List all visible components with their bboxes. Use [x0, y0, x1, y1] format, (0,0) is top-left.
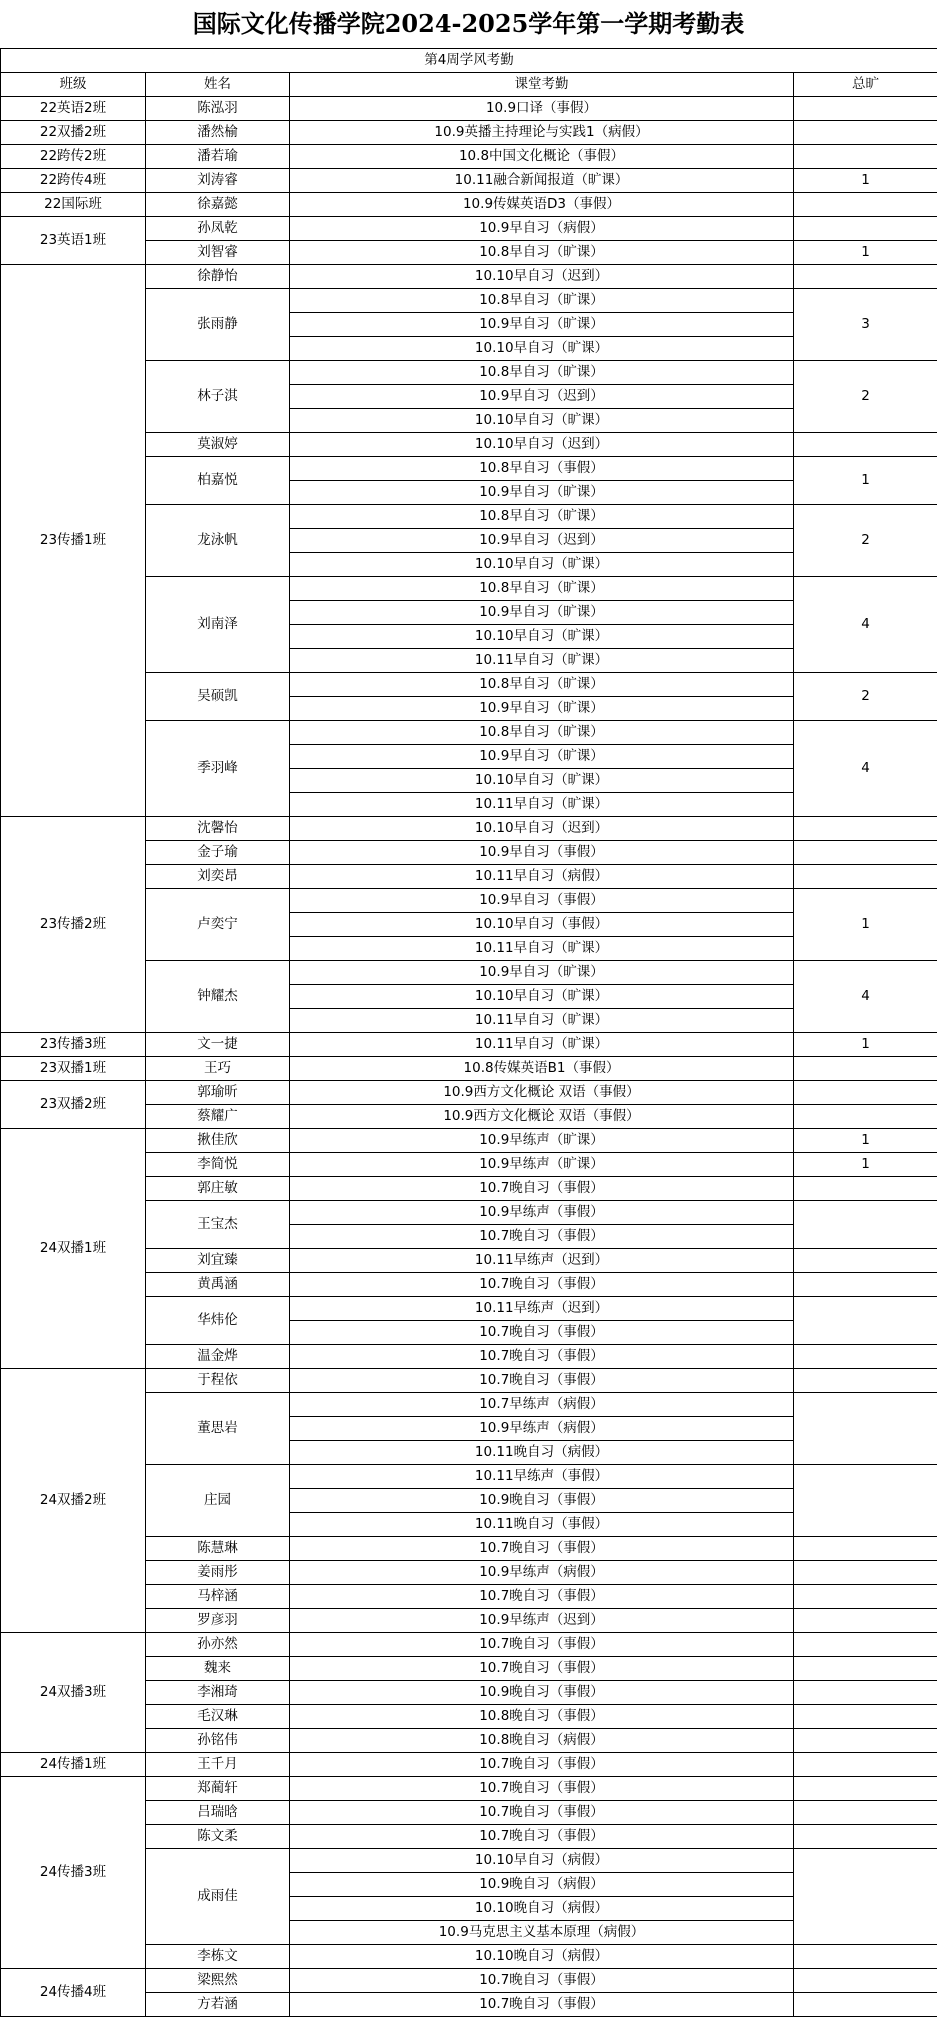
attendance-record-cell: 10.9早练声（事假） [290, 1201, 794, 1225]
total-absence-cell [794, 817, 937, 841]
total-absence-cell [794, 841, 937, 865]
total-absence-cell [794, 1537, 937, 1561]
student-name-cell: 梁熙然 [146, 1969, 290, 1993]
table-row [1, 1057, 937, 1081]
student-name-cell: 李栋文 [146, 1945, 290, 1969]
student-name-cell: 王千月 [146, 1753, 290, 1777]
student-name-cell: 潘若瑜 [146, 145, 290, 169]
table-row [1, 1369, 937, 1393]
attendance-record-cell: 10.9西方文化概论 双语（事假） [290, 1081, 794, 1105]
attendance-record-cell: 10.10早自习（事假） [290, 913, 794, 937]
table-row [1, 1969, 937, 1993]
student-name-cell: 魏来 [146, 1657, 290, 1681]
total-absence-cell [794, 1561, 937, 1585]
total-absence-cell [794, 1729, 937, 1753]
total-absence-cell [794, 1753, 937, 1777]
student-name-cell: 徐嘉懿 [146, 193, 290, 217]
class-cell: 24传播1班 [1, 1753, 146, 1777]
student-name-cell: 龙泳帆 [146, 505, 290, 577]
attendance-record-cell: 10.7晚自习（事假） [290, 1633, 794, 1657]
attendance-record-cell: 10.10早自习（迟到） [290, 817, 794, 841]
attendance-record-cell: 10.9马克思主义基本原理（病假） [290, 1921, 794, 1945]
student-name-cell: 蔡耀广 [146, 1105, 290, 1129]
header-record: 课堂考勤 [290, 73, 794, 97]
attendance-record-cell: 10.7晚自习（事假） [290, 1777, 794, 1801]
attendance-record-cell: 10.10早自习（旷课） [290, 985, 794, 1009]
attendance-record-cell: 10.7晚自习（事假） [290, 1993, 794, 2017]
header-class: 班级 [1, 73, 146, 97]
student-name-cell: 华炜伦 [146, 1297, 290, 1345]
student-name-cell: 郑蔺轩 [146, 1777, 290, 1801]
attendance-record-cell: 10.9西方文化概论 双语（事假） [290, 1105, 794, 1129]
attendance-record-cell: 10.7晚自习（事假） [290, 1537, 794, 1561]
student-name-cell: 李简悦 [146, 1153, 290, 1177]
attendance-record-cell: 10.7晚自习（事假） [290, 1321, 794, 1345]
attendance-record-cell: 10.9晚自习（病假） [290, 1873, 794, 1897]
attendance-record-cell: 10.11早自习（旷课） [290, 1009, 794, 1033]
total-absence-cell: 4 [794, 721, 937, 817]
student-name-cell: 成雨佳 [146, 1849, 290, 1945]
total-absence-cell [794, 1177, 937, 1201]
attendance-record-cell: 10.11早自习（旷课） [290, 937, 794, 961]
total-absence-cell [794, 193, 937, 217]
attendance-record-cell: 10.8晚自习（病假） [290, 1729, 794, 1753]
table-row [1, 1129, 937, 1153]
student-name-cell: 钟耀杰 [146, 961, 290, 1033]
total-absence-cell: 2 [794, 673, 937, 721]
total-absence-cell [794, 1081, 937, 1105]
attendance-record-cell: 10.10早自习（旷课） [290, 625, 794, 649]
total-absence-cell: 1 [794, 457, 937, 505]
attendance-record-cell: 10.10早自习（旷课） [290, 769, 794, 793]
total-absence-cell [794, 1249, 937, 1273]
total-absence-cell [794, 265, 937, 289]
sheet-title: 国际文化传播学院2024-2025学年第一学期考勤表 [192, 9, 745, 38]
attendance-table [0, 48, 937, 2017]
student-name-cell: 温金烨 [146, 1345, 290, 1369]
student-name-cell: 徐静怡 [146, 265, 290, 289]
student-name-cell: 揪佳欣 [146, 1129, 290, 1153]
class-cell: 22国际班 [1, 193, 146, 217]
attendance-record-cell: 10.9早自习（病假） [290, 217, 794, 241]
attendance-record-cell: 10.10早自习（旷课） [290, 409, 794, 433]
attendance-record-cell: 10.9早练声（迟到） [290, 1609, 794, 1633]
total-absence-cell [794, 1201, 937, 1249]
total-absence-cell [794, 97, 937, 121]
attendance-record-cell: 10.11融合新闻报道（旷课） [290, 169, 794, 193]
student-name-cell: 郭庄敏 [146, 1177, 290, 1201]
week-label: 第4周学风考勤 [1, 49, 937, 73]
attendance-record-cell: 10.8传媒英语B1（事假） [290, 1057, 794, 1081]
attendance-record-cell: 10.7晚自习（事假） [290, 1177, 794, 1201]
attendance-record-cell: 10.8晚自习（事假） [290, 1705, 794, 1729]
attendance-record-cell: 10.7晚自习（事假） [290, 1969, 794, 1993]
student-name-cell: 文一捷 [146, 1033, 290, 1057]
table-row [1, 169, 937, 193]
attendance-record-cell: 10.7晚自习（事假） [290, 1369, 794, 1393]
total-absence-cell [794, 1057, 937, 1081]
attendance-record-cell: 10.11早自习（旷课） [290, 649, 794, 673]
student-name-cell: 王巧 [146, 1057, 290, 1081]
class-cell: 23双播2班 [1, 1081, 146, 1129]
student-name-cell: 林子淇 [146, 361, 290, 433]
student-name-cell: 董思岩 [146, 1393, 290, 1465]
header-name: 姓名 [146, 73, 290, 97]
total-absence-cell [794, 1633, 937, 1657]
student-name-cell: 沈馨怡 [146, 817, 290, 841]
total-absence-cell: 4 [794, 961, 937, 1033]
attendance-record-cell: 10.10早自习（迟到） [290, 265, 794, 289]
student-name-cell: 罗彦羽 [146, 1609, 290, 1633]
total-absence-cell: 1 [794, 241, 937, 265]
total-absence-cell: 1 [794, 889, 937, 961]
attendance-record-cell: 10.9早练声（病假） [290, 1561, 794, 1585]
total-absence-cell [794, 121, 937, 145]
table-row [1, 1081, 937, 1105]
student-name-cell: 毛汉琳 [146, 1705, 290, 1729]
attendance-record-cell: 10.8早自习（旷课） [290, 673, 794, 697]
attendance-record-cell: 10.7晚自习（事假） [290, 1825, 794, 1849]
student-name-cell: 刘智睿 [146, 241, 290, 265]
attendance-record-cell: 10.9早自习（旷课） [290, 697, 794, 721]
total-absence-cell: 3 [794, 289, 937, 361]
attendance-record-cell: 10.7晚自习（事假） [290, 1657, 794, 1681]
class-cell: 22跨传2班 [1, 145, 146, 169]
class-cell: 24双播1班 [1, 1129, 146, 1369]
class-cell: 23传播2班 [1, 817, 146, 1033]
table-row [1, 817, 937, 841]
total-absence-cell [794, 1777, 937, 1801]
attendance-record-cell: 10.11早练声（迟到） [290, 1297, 794, 1321]
attendance-record-cell: 10.9早自习（旷课） [290, 313, 794, 337]
attendance-record-cell: 10.10早自习（迟到） [290, 433, 794, 457]
attendance-record-cell: 10.11早自习（旷课） [290, 793, 794, 817]
attendance-record-cell: 10.11早自习（旷课） [290, 1033, 794, 1057]
total-absence-cell [794, 1969, 937, 1993]
student-name-cell: 陈文柔 [146, 1825, 290, 1849]
attendance-record-cell: 10.9晚自习（事假） [290, 1489, 794, 1513]
attendance-record-cell: 10.8早自习（事假） [290, 457, 794, 481]
attendance-record-cell: 10.8早自习（旷课） [290, 361, 794, 385]
attendance-record-cell: 10.11早练声（事假） [290, 1465, 794, 1489]
attendance-record-cell: 10.9早自习（事假） [290, 841, 794, 865]
class-cell: 23英语1班 [1, 217, 146, 265]
student-name-cell: 卢奕宁 [146, 889, 290, 961]
header-total: 总旷 [794, 73, 937, 97]
total-absence-cell [794, 145, 937, 169]
attendance-record-cell: 10.9早自习（迟到） [290, 529, 794, 553]
attendance-record-cell: 10.8中国文化概论（事假） [290, 145, 794, 169]
total-absence-cell [794, 1705, 937, 1729]
total-absence-cell: 2 [794, 505, 937, 577]
class-cell: 24双播3班 [1, 1633, 146, 1753]
total-absence-cell [794, 1945, 937, 1969]
student-name-cell: 陈慧琳 [146, 1537, 290, 1561]
class-cell: 22双播2班 [1, 121, 146, 145]
class-cell: 23传播1班 [1, 265, 146, 817]
attendance-record-cell: 10.9早练声（病假） [290, 1417, 794, 1441]
attendance-record-cell: 10.9早练声（旷课） [290, 1129, 794, 1153]
attendance-record-cell: 10.8早自习（旷课） [290, 241, 794, 265]
total-absence-cell: 1 [794, 1129, 937, 1153]
table-row [1, 1753, 937, 1777]
student-name-cell: 孙铭伟 [146, 1729, 290, 1753]
class-cell: 24双播2班 [1, 1369, 146, 1633]
attendance-record-cell: 10.11晚自习（事假） [290, 1513, 794, 1537]
attendance-record-cell: 10.8早自习（旷课） [290, 577, 794, 601]
attendance-record-cell: 10.7早练声（病假） [290, 1393, 794, 1417]
class-cell: 22跨传4班 [1, 169, 146, 193]
attendance-record-cell: 10.10早自习（旷课） [290, 553, 794, 577]
table-row [1, 1777, 937, 1801]
attendance-record-cell: 10.7晚自习（事假） [290, 1753, 794, 1777]
total-absence-cell: 4 [794, 577, 937, 673]
total-absence-cell: 2 [794, 361, 937, 433]
table-row [1, 265, 937, 289]
total-absence-cell [794, 1297, 937, 1345]
student-name-cell: 莫淑婷 [146, 433, 290, 457]
total-absence-cell [794, 1585, 937, 1609]
attendance-record-cell: 10.7晚自习（事假） [290, 1345, 794, 1369]
total-absence-cell [794, 1993, 937, 2017]
total-absence-cell [794, 1657, 937, 1681]
attendance-record-cell: 10.10晚自习（病假） [290, 1945, 794, 1969]
total-absence-cell [794, 1849, 937, 1945]
student-name-cell: 刘涛睿 [146, 169, 290, 193]
total-absence-cell [794, 1801, 937, 1825]
class-cell: 22英语2班 [1, 97, 146, 121]
header-row [1, 73, 937, 97]
student-name-cell: 季羽峰 [146, 721, 290, 817]
student-name-cell: 于程依 [146, 1369, 290, 1393]
attendance-record-cell: 10.9英播主持理论与实践1（病假） [290, 121, 794, 145]
student-name-cell: 张雨静 [146, 289, 290, 361]
total-absence-cell [794, 1465, 937, 1537]
total-absence-cell [794, 1369, 937, 1393]
total-absence-cell: 1 [794, 1033, 937, 1057]
student-name-cell: 黄禹涵 [146, 1273, 290, 1297]
attendance-record-cell: 10.10早自习（病假） [290, 1849, 794, 1873]
student-name-cell: 刘奕昂 [146, 865, 290, 889]
attendance-record-cell: 10.9早自习（旷课） [290, 601, 794, 625]
attendance-record-cell: 10.11早练声（迟到） [290, 1249, 794, 1273]
student-name-cell: 吴硕凯 [146, 673, 290, 721]
student-name-cell: 陈泓羽 [146, 97, 290, 121]
table-row [1, 217, 937, 241]
student-name-cell: 金子瑜 [146, 841, 290, 865]
total-absence-cell [794, 1345, 937, 1369]
student-name-cell: 柏嘉悦 [146, 457, 290, 505]
student-name-cell: 孙凤乾 [146, 217, 290, 241]
attendance-record-cell: 10.8早自习（旷课） [290, 505, 794, 529]
attendance-record-cell: 10.9传媒英语D3（事假） [290, 193, 794, 217]
attendance-record-cell: 10.9早自习（旷课） [290, 745, 794, 769]
total-absence-cell [794, 1105, 937, 1129]
student-name-cell: 李湘琦 [146, 1681, 290, 1705]
class-cell: 24传播4班 [1, 1969, 146, 2017]
class-cell: 23双播1班 [1, 1057, 146, 1081]
attendance-record-cell: 10.8早自习（旷课） [290, 289, 794, 313]
attendance-record-cell: 10.9早自习（旷课） [290, 961, 794, 985]
attendance-record-cell: 10.7晚自习（事假） [290, 1585, 794, 1609]
attendance-record-cell: 10.9早自习（迟到） [290, 385, 794, 409]
student-name-cell: 方若涵 [146, 1993, 290, 2017]
table-row [1, 145, 937, 169]
attendance-record-cell: 10.9早自习（旷课） [290, 481, 794, 505]
student-name-cell: 庄园 [146, 1465, 290, 1537]
attendance-record-cell: 10.10早自习（旷课） [290, 337, 794, 361]
attendance-record-cell: 10.9早练声（旷课） [290, 1153, 794, 1177]
student-name-cell: 潘然榆 [146, 121, 290, 145]
table-row [1, 193, 937, 217]
total-absence-cell: 1 [794, 1153, 937, 1177]
table-row [1, 1033, 937, 1057]
attendance-record-cell: 10.7晚自习（事假） [290, 1273, 794, 1297]
student-name-cell: 王宝杰 [146, 1201, 290, 1249]
attendance-record-cell: 10.8早自习（旷课） [290, 721, 794, 745]
student-name-cell: 姜雨彤 [146, 1561, 290, 1585]
total-absence-cell [794, 1393, 937, 1465]
student-name-cell: 孙亦然 [146, 1633, 290, 1657]
total-absence-cell [794, 217, 937, 241]
attendance-record-cell: 10.7晚自习（事假） [290, 1225, 794, 1249]
total-absence-cell: 1 [794, 169, 937, 193]
total-absence-cell [794, 1681, 937, 1705]
total-absence-cell [794, 865, 937, 889]
total-absence-cell [794, 433, 937, 457]
student-name-cell: 郭瑜昕 [146, 1081, 290, 1105]
student-name-cell: 马梓涵 [146, 1585, 290, 1609]
total-absence-cell [794, 1825, 937, 1849]
student-name-cell: 刘南泽 [146, 577, 290, 673]
student-name-cell: 吕瑞晗 [146, 1801, 290, 1825]
attendance-record-cell: 10.9晚自习（事假） [290, 1681, 794, 1705]
attendance-record-cell: 10.11晚自习（病假） [290, 1441, 794, 1465]
table-row [1, 121, 937, 145]
attendance-record-cell: 10.7晚自习（事假） [290, 1801, 794, 1825]
student-name-cell: 刘宜臻 [146, 1249, 290, 1273]
attendance-record-cell: 10.9口译（事假） [290, 97, 794, 121]
table-row [1, 97, 937, 121]
total-absence-cell [794, 1273, 937, 1297]
table-row [1, 1633, 937, 1657]
class-cell: 24传播3班 [1, 1777, 146, 1969]
attendance-record-cell: 10.10晚自习（病假） [290, 1897, 794, 1921]
total-absence-cell [794, 1609, 937, 1633]
class-cell: 23传播3班 [1, 1033, 146, 1057]
attendance-record-cell: 10.11早自习（病假） [290, 865, 794, 889]
attendance-record-cell: 10.9早自习（事假） [290, 889, 794, 913]
subtitle-row [1, 49, 937, 73]
